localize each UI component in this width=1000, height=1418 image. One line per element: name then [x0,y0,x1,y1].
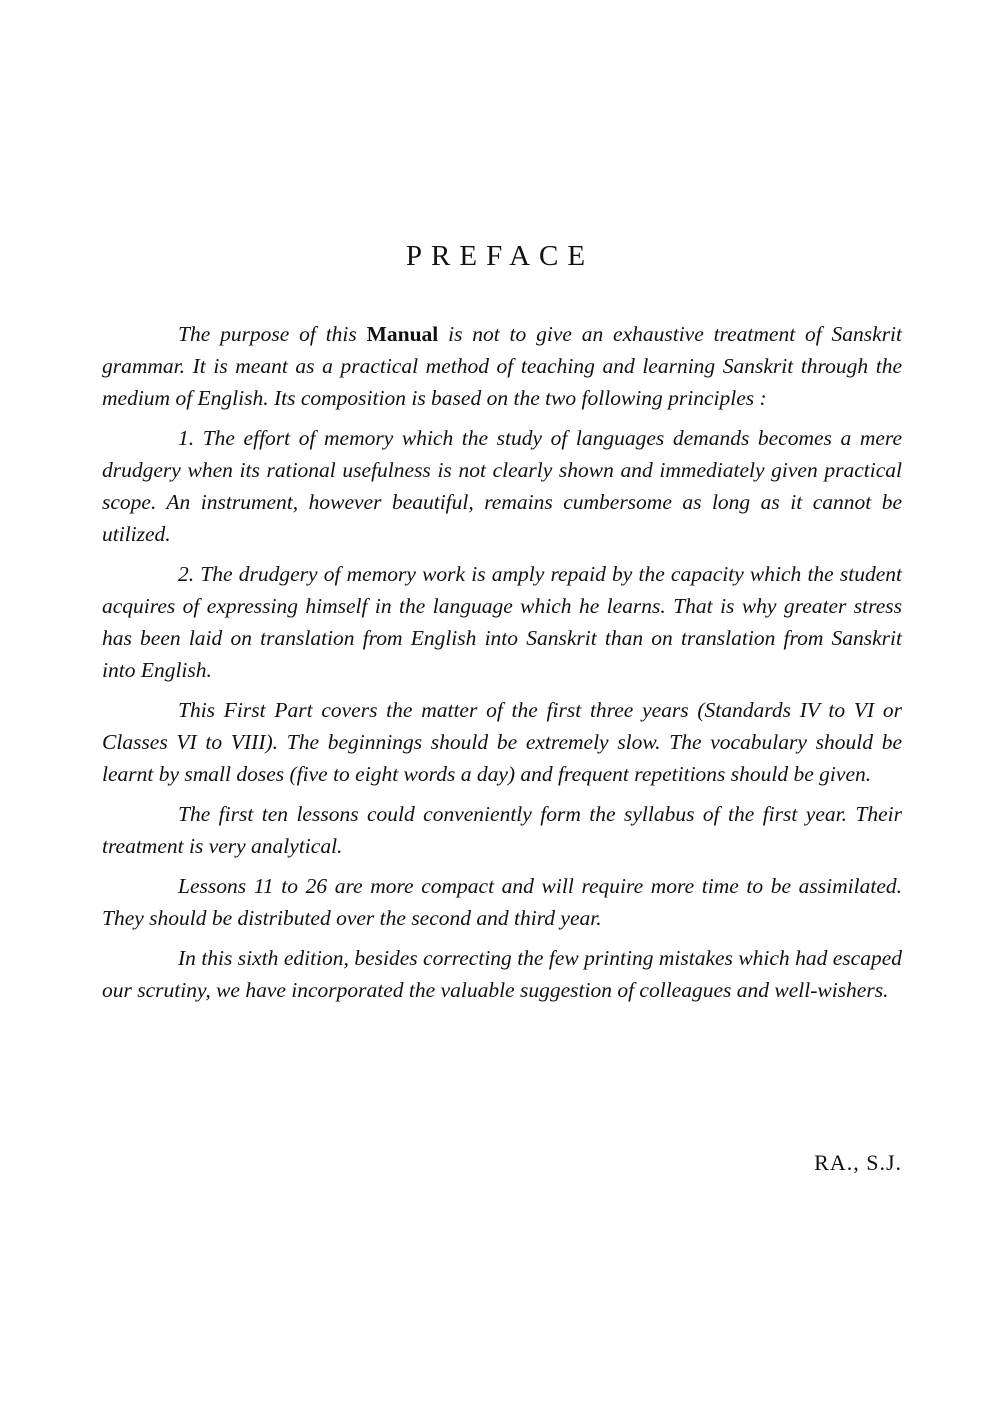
paragraph-principle-1 [102,422,902,550]
principle-1-number: 1. [178,426,195,450]
manual-bold-word: Manual [366,322,439,346]
paragraph-first-ten-lessons: The first ten lessons could conveniently form the syllabus of the first year. Their treatment is very analytical. [102,802,902,858]
principle-2-text: The drudgery of memory work is amply repaid by the capacity which the student acquires of expressing himself in the language which he learns. That is why greater stress has been laid on translation from English into Sanskrit than on translation from Sanskrit into English. [102,562,902,682]
paragraph-lessons-11-26: Lessons 11 to 26 are more compact and will require more time to be assimilated. They should be distributed over the second and third year. [102,874,902,930]
page-title: PREFACE [405,240,595,272]
paragraph-sixth-edition: In this sixth edition, besides correcting the few printing mistakes which had escaped our scrutiny, we have incorporated the valuable suggestion of colleagues and well-wishers. [102,946,902,1002]
intro-text-after: is not to give an exhaustive treatment of Sanskrit grammar. It is meant as a practical method of teaching and learning Sanskrit through the medium of English. Its composition is based on the two following principles : [102,322,903,410]
paragraph-principle-2 [102,558,902,686]
intro-text-before: The purpose of this [178,322,357,346]
principle-1-text: The effort of memory which the study of languages demands becomes a mere drudgery when its rational usefulness is not clearly shown and immediately given practical scope. An instrument, however beautiful, remains cumbersome as long as it cannot be utilized. [102,426,903,546]
paragraph-first-part: This First Part covers the matter of the first three years (Standards IV to VI or Classes VI to VIII). The beginnings should be extremely slow. The vocabulary should be learnt by small doses (five to eight words a day) and frequent repetitions should be given. [102,698,902,786]
author-signature: RA., S.J. [814,1150,902,1175]
principle-2-number: 2. [178,562,195,586]
preface-body [102,318,902,1014]
paragraph-intro [102,318,902,414]
